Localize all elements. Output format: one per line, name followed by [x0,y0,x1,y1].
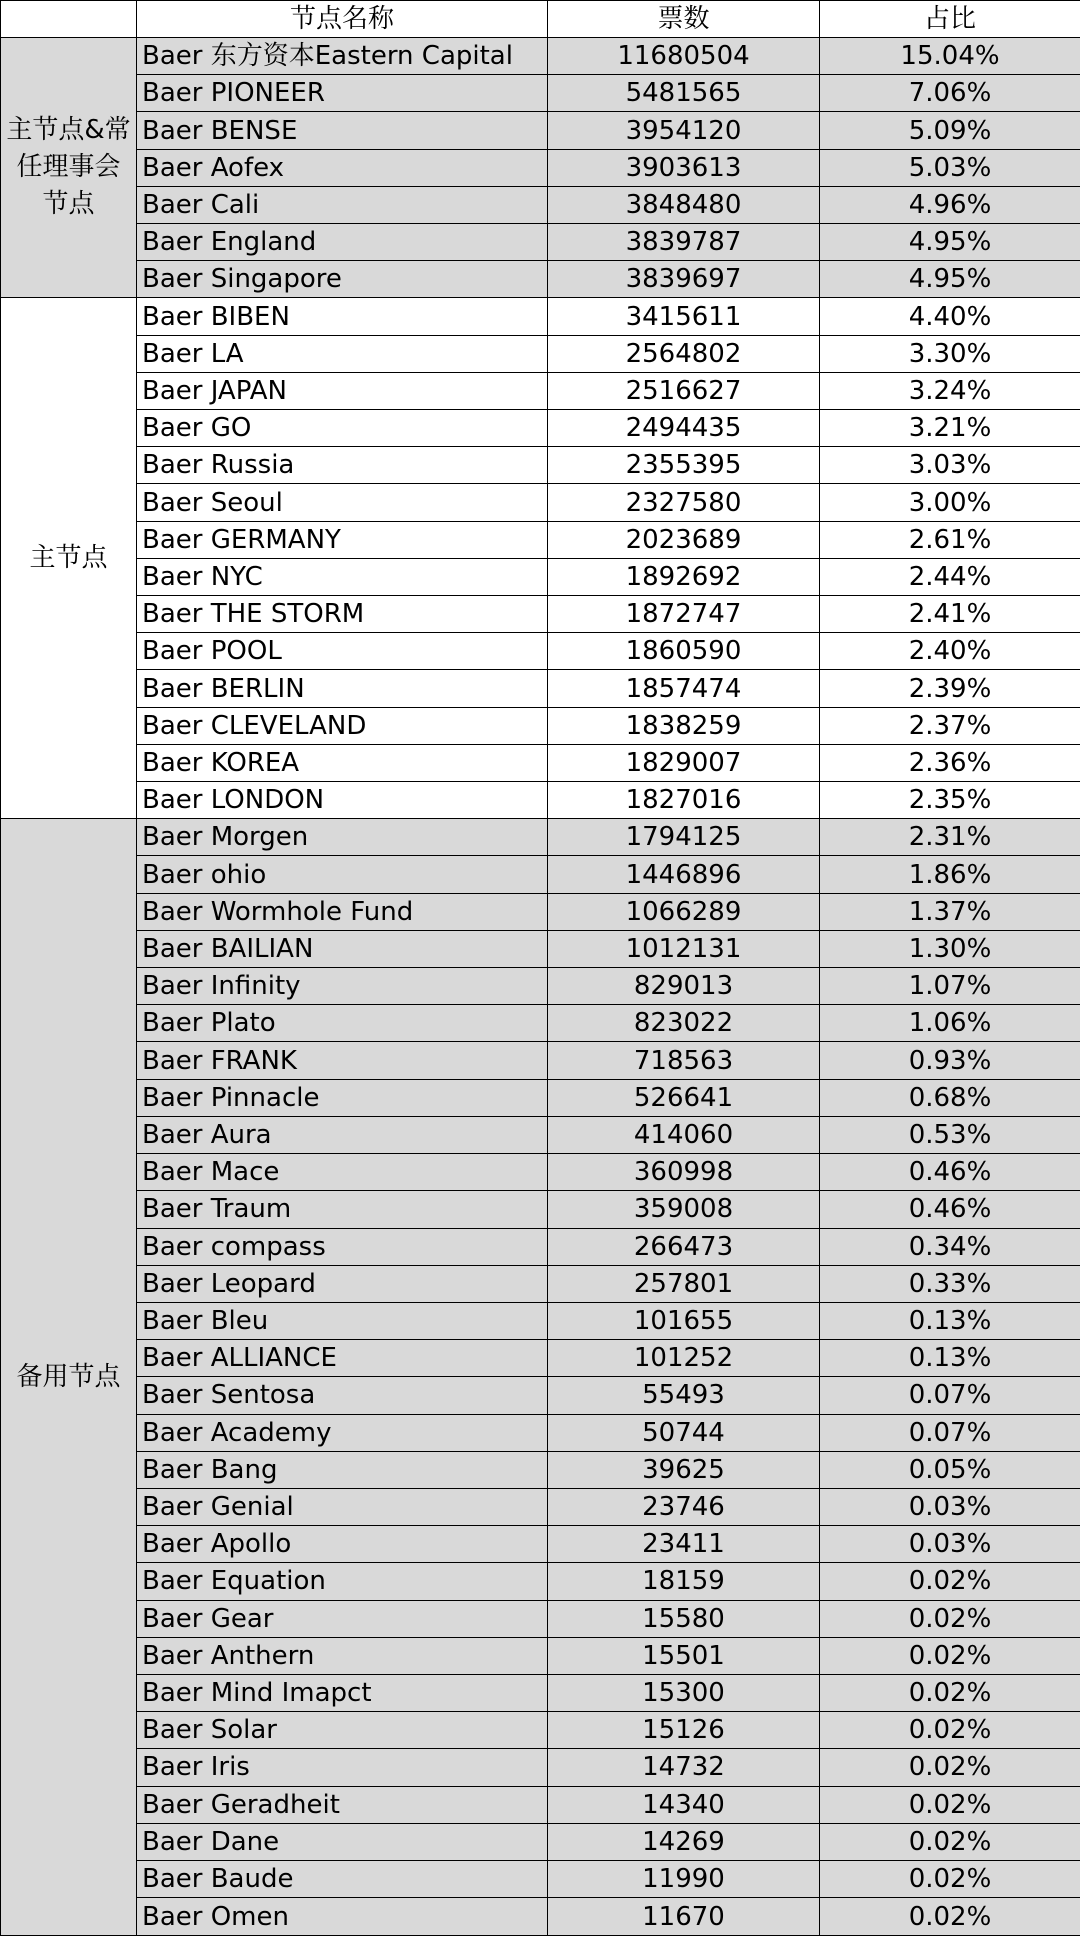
node-name-cell: Baer Cali [137,186,548,223]
share-cell: 0.03% [820,1526,1080,1563]
votes-cell: 2023689 [548,521,820,558]
votes-cell: 55493 [548,1377,820,1414]
table-row [1,1860,1080,1897]
table-row [1,149,1080,186]
share-cell: 0.02% [820,1637,1080,1674]
share-cell: 0.13% [820,1340,1080,1377]
node-name-cell: Baer Seoul [137,484,548,521]
votes-cell: 414060 [548,1116,820,1153]
node-name-cell: Baer 东方资本Eastern Capital [137,38,548,75]
share-cell: 0.07% [820,1414,1080,1451]
table-row [1,1451,1080,1488]
node-name-cell: Baer GO [137,410,548,447]
table-row [1,1191,1080,1228]
votes-cell: 718563 [548,1042,820,1079]
node-name-cell: Baer Plato [137,1005,548,1042]
table-row [1,1154,1080,1191]
table-row [1,1116,1080,1153]
node-name-cell: Baer Morgen [137,819,548,856]
node-name-cell: Baer THE STORM [137,596,548,633]
share-cell: 0.02% [820,1674,1080,1711]
table-row [1,447,1080,484]
node-name-cell: Baer LA [137,335,548,372]
node-name-cell: Baer POOL [137,633,548,670]
node-name-cell: Baer Mind Imapct [137,1674,548,1711]
table-row [1,1898,1080,1936]
share-cell: 0.02% [820,1563,1080,1600]
table-row [1,1079,1080,1116]
node-name-cell: Baer BERLIN [137,670,548,707]
node-name-cell: Baer Bang [137,1451,548,1488]
share-cell: 0.03% [820,1488,1080,1525]
share-cell: 2.36% [820,744,1080,781]
header-votes: 票数 [548,1,820,38]
node-name-cell: Baer NYC [137,558,548,595]
share-cell: 0.46% [820,1191,1080,1228]
share-cell: 2.44% [820,558,1080,595]
table-row [1,261,1080,298]
table-row [1,1005,1080,1042]
node-name-cell: Baer Academy [137,1414,548,1451]
node-name-cell: Baer Aura [137,1116,548,1153]
table-row [1,1414,1080,1451]
votes-cell: 15501 [548,1637,820,1674]
votes-cell: 2327580 [548,484,820,521]
table-row [1,633,1080,670]
table-row [1,1042,1080,1079]
node-name-cell: Baer Gear [137,1600,548,1637]
table-row [1,224,1080,261]
table-row [1,484,1080,521]
table-row [1,1786,1080,1823]
node-name-cell: Baer KOREA [137,744,548,781]
votes-cell: 101655 [548,1302,820,1339]
node-name-cell: Baer Bleu [137,1302,548,1339]
share-cell: 1.30% [820,930,1080,967]
node-name-cell: Baer Traum [137,1191,548,1228]
votes-cell: 1066289 [548,893,820,930]
share-cell: 0.02% [820,1712,1080,1749]
votes-cell: 23411 [548,1526,820,1563]
table-row [1,893,1080,930]
votes-cell: 1860590 [548,633,820,670]
share-cell: 4.40% [820,298,1080,335]
node-name-cell: Baer Dane [137,1823,548,1860]
node-name-cell: Baer Leopard [137,1265,548,1302]
share-cell: 0.02% [820,1860,1080,1897]
node-name-cell: Baer Equation [137,1563,548,1600]
share-cell: 3.00% [820,484,1080,521]
share-cell: 0.93% [820,1042,1080,1079]
table-row [1,670,1080,707]
votes-cell: 3848480 [548,186,820,223]
table-row [1,335,1080,372]
table-row [1,1563,1080,1600]
share-cell: 5.03% [820,149,1080,186]
votes-cell: 1829007 [548,744,820,781]
votes-cell: 257801 [548,1265,820,1302]
header-node-name: 节点名称 [137,1,548,38]
table-row [1,596,1080,633]
votes-cell: 3415611 [548,298,820,335]
table-row [1,1377,1080,1414]
share-cell: 2.40% [820,633,1080,670]
node-name-cell: Baer PIONEER [137,75,548,112]
votes-cell: 1012131 [548,930,820,967]
node-name-cell: Baer BAILIAN [137,930,548,967]
share-cell: 0.33% [820,1265,1080,1302]
share-cell: 0.02% [820,1898,1080,1936]
table-row [1,1228,1080,1265]
share-cell: 7.06% [820,75,1080,112]
table-row [1,856,1080,893]
share-cell: 2.39% [820,670,1080,707]
votes-cell: 1794125 [548,819,820,856]
share-cell: 3.03% [820,447,1080,484]
node-name-cell: Baer Iris [137,1749,548,1786]
node-name-cell: Baer Anthern [137,1637,548,1674]
share-cell: 2.41% [820,596,1080,633]
node-name-cell: Baer Omen [137,1898,548,1936]
table-row [1,410,1080,447]
votes-cell: 1446896 [548,856,820,893]
table-row [1,38,1080,75]
table-row [1,1340,1080,1377]
votes-cell: 2516627 [548,372,820,409]
votes-cell: 50744 [548,1414,820,1451]
share-cell: 0.02% [820,1786,1080,1823]
votes-cell: 18159 [548,1563,820,1600]
table-body [1,38,1080,1936]
share-cell: 0.53% [820,1116,1080,1153]
table-row [1,1488,1080,1525]
votes-cell: 11680504 [548,38,820,75]
table-row [1,1749,1080,1786]
share-cell: 4.96% [820,186,1080,223]
table-row [1,1526,1080,1563]
share-cell: 0.02% [820,1600,1080,1637]
node-name-cell: Baer Genial [137,1488,548,1525]
group-label: 主节点&常任理事会节点 [1,38,137,298]
votes-cell: 526641 [548,1079,820,1116]
node-name-cell: Baer Apollo [137,1526,548,1563]
table-row [1,1823,1080,1860]
node-name-cell: Baer Aofex [137,149,548,186]
votes-cell: 1857474 [548,670,820,707]
table-row [1,930,1080,967]
table-row [1,558,1080,595]
table-row [1,1712,1080,1749]
votes-cell: 3954120 [548,112,820,149]
votes-cell: 101252 [548,1340,820,1377]
votes-cell: 823022 [548,1005,820,1042]
header-group [1,1,137,38]
table-row [1,372,1080,409]
node-name-cell: Baer Sentosa [137,1377,548,1414]
node-name-cell: Baer BIBEN [137,298,548,335]
votes-cell: 15126 [548,1712,820,1749]
table-row [1,819,1080,856]
table-row [1,1637,1080,1674]
node-name-cell: Baer Mace [137,1154,548,1191]
table-row [1,1600,1080,1637]
share-cell: 1.07% [820,968,1080,1005]
node-name-cell: Baer compass [137,1228,548,1265]
node-name-cell: Baer Baude [137,1860,548,1897]
votes-cell: 359008 [548,1191,820,1228]
share-cell: 4.95% [820,224,1080,261]
node-name-cell: Baer FRANK [137,1042,548,1079]
table-row [1,968,1080,1005]
table-row [1,1674,1080,1711]
group-label: 备用节点 [1,819,137,1936]
share-cell: 2.61% [820,521,1080,558]
share-cell: 0.68% [820,1079,1080,1116]
votes-cell: 14340 [548,1786,820,1823]
share-cell: 2.35% [820,782,1080,819]
votes-cell: 829013 [548,968,820,1005]
table-row [1,75,1080,112]
table-row [1,1265,1080,1302]
group-label: 主节点 [1,298,137,819]
node-name-cell: Baer Geradheit [137,1786,548,1823]
votes-cell: 5481565 [548,75,820,112]
node-name-cell: Baer Solar [137,1712,548,1749]
votes-cell: 23746 [548,1488,820,1525]
table-row [1,112,1080,149]
share-cell: 15.04% [820,38,1080,75]
votes-cell: 3903613 [548,149,820,186]
node-name-cell: Baer Wormhole Fund [137,893,548,930]
node-name-cell: Baer CLEVELAND [137,707,548,744]
table-row [1,521,1080,558]
table-row [1,707,1080,744]
votes-cell: 1838259 [548,707,820,744]
votes-cell: 2355395 [548,447,820,484]
share-cell: 3.30% [820,335,1080,372]
share-cell: 0.02% [820,1749,1080,1786]
votes-cell: 1892692 [548,558,820,595]
share-cell: 0.07% [820,1377,1080,1414]
votes-cell: 14732 [548,1749,820,1786]
share-cell: 4.95% [820,261,1080,298]
share-cell: 0.46% [820,1154,1080,1191]
votes-cell: 360998 [548,1154,820,1191]
share-cell: 1.37% [820,893,1080,930]
share-cell: 0.05% [820,1451,1080,1488]
node-name-cell: Baer JAPAN [137,372,548,409]
table-row [1,1302,1080,1339]
node-name-cell: Baer GERMANY [137,521,548,558]
node-name-cell: Baer England [137,224,548,261]
table-row [1,298,1080,335]
node-name-cell: Baer Russia [137,447,548,484]
share-cell: 3.21% [820,410,1080,447]
share-cell: 1.06% [820,1005,1080,1042]
votes-cell: 2564802 [548,335,820,372]
share-cell: 2.37% [820,707,1080,744]
node-name-cell: Baer LONDON [137,782,548,819]
votes-cell: 2494435 [548,410,820,447]
table-row [1,782,1080,819]
share-cell: 0.34% [820,1228,1080,1265]
share-cell: 3.24% [820,372,1080,409]
table-row [1,744,1080,781]
share-cell: 0.13% [820,1302,1080,1339]
node-name-cell: Baer BENSE [137,112,548,149]
votes-cell: 3839787 [548,224,820,261]
votes-cell: 1872747 [548,596,820,633]
node-name-cell: Baer ALLIANCE [137,1340,548,1377]
votes-cell: 39625 [548,1451,820,1488]
node-name-cell: Baer Infinity [137,968,548,1005]
votes-cell: 11990 [548,1860,820,1897]
votes-cell: 266473 [548,1228,820,1265]
votes-cell: 11670 [548,1898,820,1936]
share-cell: 0.02% [820,1823,1080,1860]
node-name-cell: Baer Pinnacle [137,1079,548,1116]
votes-cell: 15300 [548,1674,820,1711]
header-share: 占比 [820,1,1080,38]
table-row [1,186,1080,223]
votes-cell: 3839697 [548,261,820,298]
header-row [1,1,1080,38]
votes-cell: 15580 [548,1600,820,1637]
node-name-cell: Baer ohio [137,856,548,893]
share-cell: 2.31% [820,819,1080,856]
node-name-cell: Baer Singapore [137,261,548,298]
votes-cell: 1827016 [548,782,820,819]
share-cell: 5.09% [820,112,1080,149]
share-cell: 1.86% [820,856,1080,893]
votes-cell: 14269 [548,1823,820,1860]
